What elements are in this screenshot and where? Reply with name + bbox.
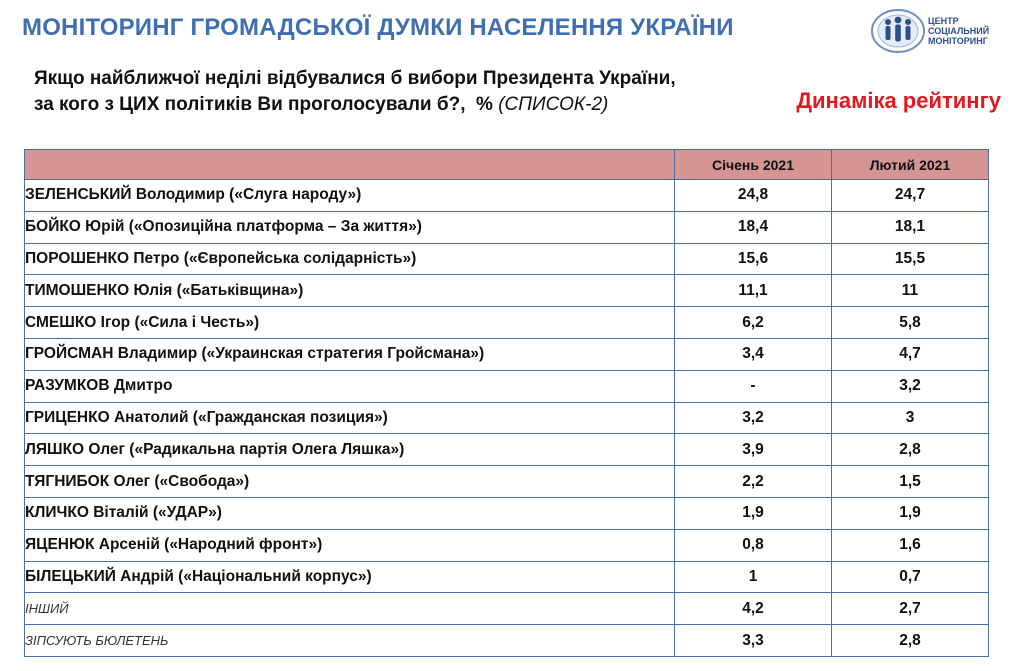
question-line-2-text: за кого з ЦИХ політиків Ви проголосували б?, xyxy=(34,94,466,115)
page-title: МОНІТОРИНГ ГРОМАДСЬКОЇ ДУМКИ НАСЕЛЕННЯ УКРАЇНИ xyxy=(22,14,734,41)
value-jan: 3,3 xyxy=(675,625,832,657)
candidate-name: РАЗУМКОВ Дмитро xyxy=(25,370,675,402)
table-row xyxy=(25,529,989,561)
table-row xyxy=(25,466,989,498)
table-row xyxy=(25,338,989,370)
value-jan: - xyxy=(675,370,832,402)
value-jan: 15,6 xyxy=(675,243,832,275)
logo-line-3: МОНІТОРИНГ xyxy=(928,36,988,46)
value-jan: 0,8 xyxy=(675,529,832,561)
header-cell-jan: Січень 2021 xyxy=(675,150,832,180)
value-feb: 18,1 xyxy=(832,211,989,243)
candidate-name: ГРОЙСМАН Владимир («Украинская стратегия Гройсмана») xyxy=(25,338,675,370)
rating-table xyxy=(24,149,989,657)
table-row xyxy=(25,211,989,243)
value-feb: 5,8 xyxy=(832,307,989,339)
candidate-name: ЯЦЕНЮК Арсеній («Народний фронт») xyxy=(25,529,675,561)
value-feb: 4,7 xyxy=(832,338,989,370)
value-feb: 15,5 xyxy=(832,243,989,275)
value-feb: 1,6 xyxy=(832,529,989,561)
value-jan: 24,8 xyxy=(675,180,832,212)
candidate-name: СМЕШКО Ігор («Сила і Честь») xyxy=(25,307,675,339)
question-line-2 xyxy=(34,92,754,118)
value-jan: 3,2 xyxy=(675,402,832,434)
question-line-1: Якщо найближчої неділі відбувалися б вибори Президента України, xyxy=(34,68,676,89)
table-row xyxy=(25,243,989,275)
value-feb: 2,8 xyxy=(832,434,989,466)
table-row xyxy=(25,561,989,593)
candidate-name: КЛИЧКО Віталій («УДАР») xyxy=(25,497,675,529)
value-jan: 3,4 xyxy=(675,338,832,370)
table-row xyxy=(25,370,989,402)
question-unit: % xyxy=(476,94,493,115)
logo-line-1: ЦЕНТР xyxy=(928,16,959,26)
value-feb: 2,8 xyxy=(832,625,989,657)
question-list-note: (СПИСОК-2) xyxy=(498,94,609,115)
header-cell-name xyxy=(25,150,675,180)
value-feb: 2,7 xyxy=(832,593,989,625)
value-jan: 2,2 xyxy=(675,466,832,498)
candidate-name: БІЛЕЦЬКИЙ Андрій («Національний корпус») xyxy=(25,561,675,593)
table-header-row xyxy=(25,150,989,180)
value-feb: 11 xyxy=(832,275,989,307)
table-row xyxy=(25,180,989,212)
value-feb: 1,9 xyxy=(832,497,989,529)
table-row xyxy=(25,307,989,339)
table-row xyxy=(25,402,989,434)
value-feb: 3,2 xyxy=(832,370,989,402)
candidate-name: ТЯГНИБОК Олег («Свобода») xyxy=(25,466,675,498)
value-feb: 0,7 xyxy=(832,561,989,593)
value-feb: 1,5 xyxy=(832,466,989,498)
logo-text xyxy=(928,16,989,46)
candidate-name: ТИМОШЕНКО Юлія («Батьківщина») xyxy=(25,275,675,307)
logo-line-2: СОЦІАЛЬНИЙ xyxy=(928,26,990,36)
value-jan: 6,2 xyxy=(675,307,832,339)
value-jan: 1 xyxy=(675,561,832,593)
table-row xyxy=(25,497,989,529)
table-row xyxy=(25,275,989,307)
table-row xyxy=(25,593,989,625)
value-jan: 18,4 xyxy=(675,211,832,243)
value-jan: 4,2 xyxy=(675,593,832,625)
table-row xyxy=(25,434,989,466)
candidate-name: БОЙКО Юрій («Опозиційна платформа – За життя») xyxy=(25,211,675,243)
candidate-name: ЛЯШКО Олег («Радикальна партія Олега Ляшка») xyxy=(25,434,675,466)
table-row xyxy=(25,625,989,657)
value-jan: 1,9 xyxy=(675,497,832,529)
logo xyxy=(870,6,1010,56)
candidate-name: ЗЕЛЕНСЬКИЙ Володимир («Слуга народу») xyxy=(25,180,675,212)
candidate-name-other: ІНШИЙ xyxy=(25,593,675,625)
candidate-name-spoil: ЗІПСУЮТЬ БЮЛЕТЕНЬ xyxy=(25,625,675,657)
dynamics-label: Динаміка рейтингу xyxy=(796,88,1001,113)
value-jan: 11,1 xyxy=(675,275,832,307)
value-feb: 3 xyxy=(832,402,989,434)
candidate-name: ПОРОШЕНКО Петро («Європейська солідарність») xyxy=(25,243,675,275)
people-circle-logo-icon xyxy=(870,7,926,55)
candidate-name: ГРИЦЕНКО Анатолий («Гражданская позиция») xyxy=(25,402,675,434)
survey-question xyxy=(34,66,754,118)
value-feb: 24,7 xyxy=(832,180,989,212)
header-cell-feb: Лютий 2021 xyxy=(832,150,989,180)
value-jan: 3,9 xyxy=(675,434,832,466)
